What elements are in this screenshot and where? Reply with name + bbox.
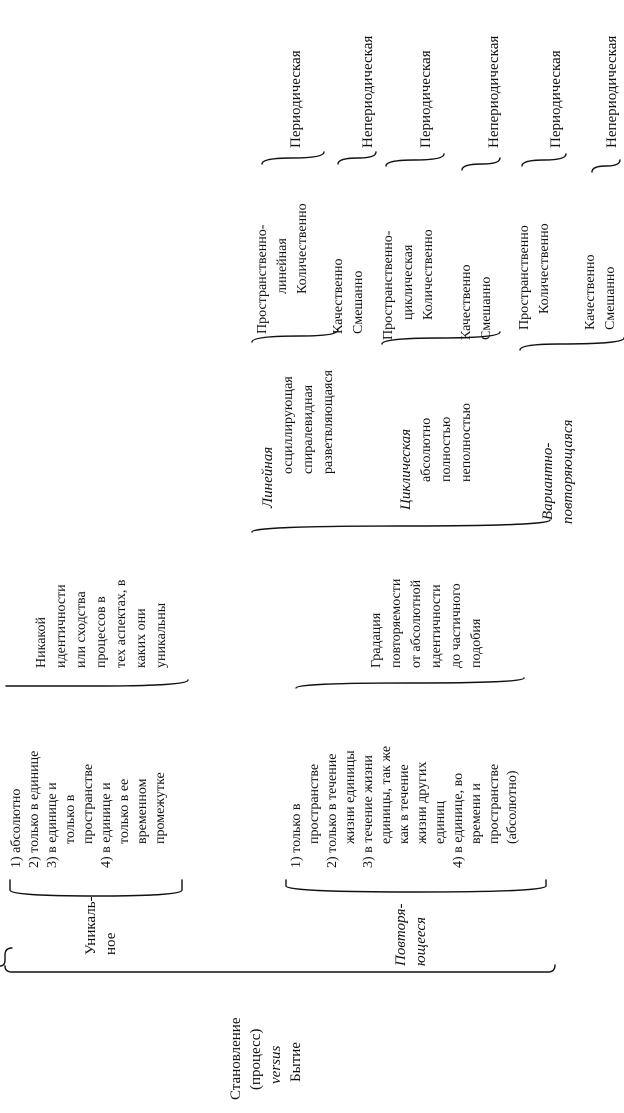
root-line-1: Становление <box>228 1017 244 1100</box>
repeating-item-3b: единицы, так же <box>379 745 394 844</box>
repeating-items <box>289 746 520 868</box>
variant-periodicity-brace-a <box>522 154 566 166</box>
unique-result-line-5: тех аспектах, в <box>114 579 129 668</box>
unique-result-line-2: идентичности <box>54 584 69 668</box>
cyclic-periodicity-brace-a <box>386 154 444 166</box>
repeating-item-4a: 4) в единице, во <box>451 772 466 868</box>
linear-branch-b-1: Качественно <box>331 258 346 334</box>
linear-nonperiodic: Непериодическая <box>360 35 376 148</box>
root-line-3: versus <box>268 1045 284 1084</box>
root-label <box>228 1017 304 1100</box>
unique-result-line-7: уникальны <box>154 602 169 668</box>
repeating-item-4b: времени и <box>469 783 484 844</box>
gradation-line-4: идентичности <box>429 584 444 668</box>
gradation-line-1: Градация <box>369 612 384 668</box>
unique-item-4b: только в ее <box>117 778 132 844</box>
cyclic-variant-3: неполностью <box>459 402 474 482</box>
root-line-2: (процесс) <box>248 1028 264 1090</box>
repeating-item-3a: 3) в течение жизни <box>361 755 376 868</box>
repeating-item-2b: жизни единицы <box>343 750 358 844</box>
linear-branch-b-2: Смешанно <box>351 270 366 334</box>
gradation-brace <box>296 678 524 688</box>
unique-item-4a: 4) в единице и <box>99 782 114 868</box>
gradation <box>369 578 484 668</box>
unique-result-line-6: каких они <box>134 608 149 668</box>
variant-heading-line-2: повторяющаяся <box>560 419 576 524</box>
linear-branch-a-2: линейная <box>275 238 290 294</box>
repeating-item-3d: жизни других <box>415 761 430 844</box>
gradation-line-5: до частичного <box>449 583 464 668</box>
repeating-label-line-1: Повторя- <box>393 903 409 966</box>
unique-result <box>34 579 169 668</box>
repeating-item-1a: 1) только в <box>289 803 304 868</box>
cyclic-branch-a-1: Пространственно- <box>381 230 396 340</box>
unique-item-3b: только в <box>63 794 78 844</box>
gradation-line-3: от абсолютной <box>409 579 424 668</box>
unique-items <box>9 751 168 868</box>
cyclic-variant-1: абсолютно <box>419 417 434 482</box>
variant-periodic: Периодическая <box>548 50 564 148</box>
unique-item-1: 1) абсолютно <box>9 788 24 868</box>
variant-branch-b-2: Смешанно <box>603 266 618 330</box>
linear-variant-2: спиралевидная <box>301 384 316 474</box>
unique-item-4d: промежутке <box>153 772 168 844</box>
cyclic-branch-b-1: Качественно <box>459 264 474 340</box>
variant-nonperiodic: Непериодическая <box>604 35 620 148</box>
unique-item-3c: пространстве <box>81 763 96 844</box>
cyclic-branches <box>381 229 494 340</box>
gradation-line-2: повторяемости <box>389 578 404 668</box>
linear-branches <box>255 203 366 334</box>
repeating-label-line-2: ющееся <box>413 916 429 966</box>
unique-item-3a: 3) в единице и <box>45 782 60 868</box>
gradation-line-6: подобия <box>469 618 484 668</box>
cyclic-nonperiodic: Непериодическая <box>486 35 502 148</box>
repeating-item-3c: как в течение <box>397 764 412 844</box>
repeating-item-3e: единиц <box>433 800 448 844</box>
variant-periodicity-brace-b <box>592 160 620 172</box>
unique-label-line-2: ное <box>103 932 119 955</box>
repeating-item-4d: (абсолютно) <box>505 770 520 844</box>
variant-branch-a-2: Количественно <box>537 223 552 314</box>
unique-result-line-1: Никакой <box>34 617 49 668</box>
linear-branch-a-3: Количественно <box>295 203 310 294</box>
linear-variant-1: осциллирующая <box>281 376 296 474</box>
repeating-item-4c: пространстве <box>487 763 502 844</box>
unique-item-2: 2) только в единице <box>27 750 42 868</box>
repeating-items-brace <box>286 880 546 892</box>
cyclic-branch-a-2: циклическая <box>401 244 416 320</box>
repeating-item-2a: 2) только в течение <box>325 753 340 868</box>
variant-branch-b-1: Качественно <box>583 254 598 330</box>
cyclic-periodic: Периодическая <box>418 50 434 148</box>
unique-item-4c: временном <box>135 778 150 844</box>
unique-items-brace <box>10 880 182 896</box>
cyclic-periodicity-brace-b <box>462 158 500 170</box>
variant-branches <box>517 223 618 330</box>
linear-branch-a-1: Пространственно- <box>255 224 270 334</box>
cyclic-branch-b-2: Смешанно <box>479 276 494 340</box>
repeating-item-1b: пространстве <box>307 763 322 844</box>
linear-variants <box>260 369 336 509</box>
cyclic-variants <box>398 403 474 511</box>
types-brace <box>252 520 550 532</box>
variant-branch-brace <box>520 338 624 350</box>
linear-heading: Линейная <box>260 446 276 508</box>
linear-periodicity-brace-a <box>262 152 324 164</box>
cyclic-variant-2: полностью <box>439 416 454 482</box>
unique-result-line-4: процессов в <box>94 596 109 668</box>
linear-periodic: Периодическая <box>288 50 304 148</box>
linear-variant-3: разветвляющаяся <box>321 369 336 474</box>
unique-label-line-1: Уникаль- <box>83 896 99 955</box>
cyclic-branch-a-3: Количественно <box>421 229 436 320</box>
linear-periodicity-brace-b <box>338 152 376 164</box>
unique-label <box>83 896 119 955</box>
variant-branch-a-1: Пространственно <box>517 225 532 330</box>
unique-result-line-3: или сходства <box>74 591 89 668</box>
unique-result-brace <box>6 680 188 686</box>
variant-heading <box>540 419 576 524</box>
cyclic-heading: Циклическая <box>398 428 414 510</box>
variant-heading-line-1: Вариантно- <box>540 442 556 520</box>
repeating-label <box>393 904 429 967</box>
root-line-4: Бытие <box>288 1042 304 1082</box>
